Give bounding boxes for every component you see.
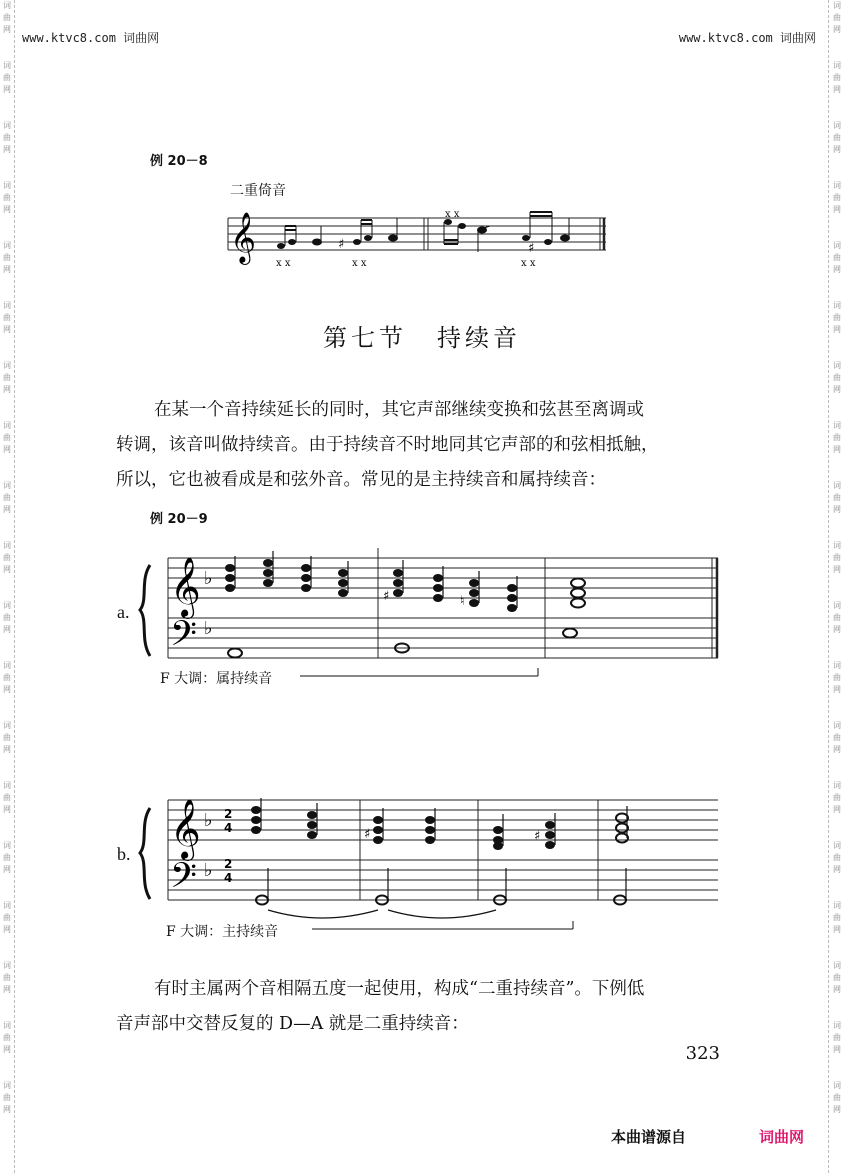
section-title-number: 第七节: [323, 324, 407, 352]
side-watermark-char: 词: [833, 961, 841, 970]
side-watermark-char: 曲: [833, 853, 841, 862]
svg-text:2: 2: [224, 807, 233, 821]
side-watermark-char: 词: [3, 721, 11, 730]
side-watermark-char: 词: [833, 481, 841, 490]
side-watermark-char: 网: [833, 505, 841, 514]
side-watermark-char: 曲: [833, 733, 841, 742]
svg-text:♯: ♯: [534, 829, 541, 844]
side-watermark-char: 词: [3, 841, 11, 850]
header-left-url[interactable]: www.ktvc8.com 词曲网: [22, 31, 160, 45]
side-watermark-char: 网: [833, 865, 841, 874]
svg-text:♯: ♯: [364, 827, 371, 842]
example-a-marker: a.: [117, 602, 130, 622]
side-watermark-char: 曲: [3, 553, 11, 562]
side-watermark-char: 词: [833, 661, 841, 670]
side-watermark-char: 网: [3, 805, 11, 814]
example-a-system: [140, 548, 718, 676]
side-watermark-char: 网: [3, 25, 11, 34]
side-watermark-char: 曲: [833, 613, 841, 622]
side-watermark-char: 网: [3, 385, 11, 394]
side-watermark-char: 网: [833, 205, 841, 214]
side-watermark-char: 曲: [3, 973, 11, 982]
side-watermark-char: 词: [833, 181, 841, 190]
side-watermark-char: 曲: [3, 433, 11, 442]
side-watermark-char: 曲: [3, 673, 11, 682]
side-watermark-char: 网: [833, 445, 841, 454]
side-watermark-char: 曲: [3, 133, 11, 142]
side-watermark-char: 网: [833, 145, 841, 154]
x-mark-2: x x: [352, 258, 367, 269]
system-brace-icon: [140, 565, 150, 656]
side-watermark-char: 词: [833, 121, 841, 130]
side-watermark-char: 网: [833, 25, 841, 34]
side-watermark-char: 曲: [833, 313, 841, 322]
side-watermark-char: 曲: [3, 853, 11, 862]
side-watermark-char: 曲: [833, 133, 841, 142]
side-watermark-char: 词: [3, 1081, 11, 1090]
grace-notes-group-3: [444, 219, 490, 252]
side-watermark-char: 网: [833, 985, 841, 994]
bass-clef-icon: 𝄢: [170, 613, 198, 662]
side-watermark-char: 曲: [833, 973, 841, 982]
side-watermark-char: 词: [833, 1021, 841, 1030]
side-watermark-char: 词: [3, 361, 11, 370]
example-20-9-label: 例 20－9: [150, 512, 208, 527]
side-watermark-char: 网: [833, 805, 841, 814]
side-watermark-char: 词: [3, 961, 11, 970]
paragraph-1-line-2: 转调，该音叫做持续音。由于持续音不时地同其它声部的和弦相抵触，: [116, 435, 659, 455]
page-number: 323: [685, 1043, 720, 1064]
side-watermark-char: 词: [3, 661, 11, 670]
side-watermark-char: 曲: [833, 253, 841, 262]
side-watermark-char: 词: [3, 301, 11, 310]
paragraph-1-line-3: 所以，它也被看成是和弦外音。常见的是主持续音和属持续音：: [116, 470, 606, 490]
side-watermark-char: 曲: [3, 313, 11, 322]
example-20-8-label: 例 20－8: [150, 154, 208, 169]
side-watermark-char: 曲: [833, 73, 841, 82]
side-watermark-char: 词: [3, 121, 11, 130]
side-watermark-char: 词: [3, 781, 11, 790]
side-watermark-char: 词: [3, 481, 11, 490]
side-watermark-char: 曲: [3, 793, 11, 802]
side-watermark-char: 曲: [833, 793, 841, 802]
svg-text:♯: ♯: [528, 241, 535, 256]
side-watermark-char: 词: [833, 541, 841, 550]
footer-source-label: 本曲谱源自: [611, 1128, 687, 1146]
side-watermark-char: 网: [3, 85, 11, 94]
side-watermark-char: 网: [3, 745, 11, 754]
side-watermark-char: 网: [833, 325, 841, 334]
side-watermark-char: 曲: [3, 73, 11, 82]
side-watermark-char: 词: [833, 421, 841, 430]
side-watermark-char: 词: [833, 901, 841, 910]
side-watermark-char: 网: [833, 265, 841, 274]
paragraph-2-line-2: 音声部中交替反复的 D—A 就是二重持续音：: [116, 1014, 469, 1034]
side-watermark-char: 网: [3, 1105, 11, 1114]
side-watermark-char: 曲: [3, 253, 11, 262]
side-watermark-char: 网: [3, 145, 11, 154]
svg-text:4: 4: [224, 871, 233, 885]
side-watermark-char: 曲: [3, 193, 11, 202]
treble-clef-icon: 𝄞: [170, 799, 201, 859]
side-watermark-char: 曲: [3, 13, 11, 22]
side-watermark-char: 曲: [833, 433, 841, 442]
side-watermark-char: 词: [833, 601, 841, 610]
svg-text:4: 4: [224, 821, 233, 835]
side-watermark-char: 网: [3, 265, 11, 274]
flat-key-signature-icon: ♭: [204, 860, 213, 881]
side-watermark-char: 词: [3, 421, 11, 430]
side-watermark-char: 词: [833, 241, 841, 250]
side-watermark-char: 网: [833, 625, 841, 634]
side-watermark-char: 词: [833, 841, 841, 850]
side-watermark-char: 词: [3, 541, 11, 550]
svg-text:2: 2: [224, 857, 233, 871]
side-watermark-char: 曲: [833, 13, 841, 22]
side-watermark-char: 网: [3, 205, 11, 214]
side-watermark-char: 网: [833, 745, 841, 754]
side-watermark-char: 网: [833, 1105, 841, 1114]
example-b-caption: F 大调：主持续音: [166, 924, 279, 940]
side-watermark-char: 曲: [3, 613, 11, 622]
side-watermark-char: 网: [833, 685, 841, 694]
svg-text:♯: ♯: [383, 589, 390, 604]
example-a-chords: [225, 559, 517, 612]
double-appoggiatura-caption: 二重倚音: [230, 183, 286, 199]
side-watermark-char: 曲: [833, 673, 841, 682]
tie-arcs: [268, 910, 496, 918]
side-watermark-char: 曲: [3, 1033, 11, 1042]
side-watermark-char: 词: [3, 1021, 11, 1030]
treble-clef-icon: 𝄞: [170, 557, 201, 617]
footer-site-link[interactable]: 词曲网: [759, 1128, 805, 1146]
paragraph-2: [116, 972, 722, 1042]
side-watermark-char: 词: [833, 1081, 841, 1090]
side-watermark-char: 词: [3, 1, 11, 10]
side-watermark-char: 网: [3, 565, 11, 574]
side-watermark-char: 网: [3, 625, 11, 634]
grace-notes-group-2: [338, 218, 398, 252]
flat-key-signature-icon: ♭: [204, 618, 213, 639]
side-watermark-char: 词: [833, 61, 841, 70]
flat-key-signature-icon: ♭: [204, 568, 213, 589]
svg-text:♯: ♯: [338, 237, 345, 252]
x-mark-4: x x: [521, 258, 536, 269]
x-mark-1: x x: [276, 258, 291, 269]
side-watermark-char: 曲: [3, 493, 11, 502]
side-watermark-char: 网: [3, 685, 11, 694]
side-watermark-char: 网: [3, 325, 11, 334]
side-watermark-char: 网: [833, 565, 841, 574]
side-watermark-char: 词: [3, 901, 11, 910]
side-watermark-char: 词: [833, 781, 841, 790]
side-watermark-char: 词: [833, 301, 841, 310]
system-brace-icon: [140, 808, 150, 899]
paragraph-2-line-1: 有时主属两个音相隔五度一起使用，构成“二重持续音”。下例低: [154, 979, 645, 999]
side-watermark-char: 词: [833, 361, 841, 370]
side-watermark-char: 网: [833, 385, 841, 394]
side-watermark-char: 词: [833, 721, 841, 730]
side-watermark-char: 词: [3, 61, 11, 70]
side-watermark-char: 网: [3, 1045, 11, 1054]
side-watermark-char: 曲: [833, 1093, 841, 1102]
side-watermark-char: 曲: [3, 733, 11, 742]
section-title: [0, 318, 844, 353]
side-watermark-char: 网: [3, 505, 11, 514]
example-b-system: [140, 798, 718, 929]
side-watermark-char: 曲: [833, 193, 841, 202]
side-watermark-char: 词: [3, 601, 11, 610]
side-watermark-char: 曲: [3, 913, 11, 922]
side-watermark-char: 网: [833, 1045, 841, 1054]
section-title-text: 持续音: [437, 324, 521, 352]
side-watermark-char: 曲: [833, 1033, 841, 1042]
grace-notes-group-1: [277, 226, 322, 249]
side-watermark-char: 曲: [3, 373, 11, 382]
treble-clef-icon: 𝄞: [230, 212, 257, 263]
svg-text:♮: ♮: [460, 594, 465, 609]
side-watermark-char: 词: [3, 241, 11, 250]
side-watermark-char: 网: [3, 445, 11, 454]
side-watermark-char: 曲: [833, 553, 841, 562]
side-watermark-char: 网: [833, 85, 841, 94]
paragraph-1: [116, 393, 722, 498]
bass-clef-icon: 𝄢: [170, 855, 198, 904]
side-watermark-char: 曲: [3, 1093, 11, 1102]
x-mark-3: x x: [445, 209, 460, 220]
side-watermark-char: 网: [3, 865, 11, 874]
flat-key-signature-icon: ♭: [204, 810, 213, 831]
time-signature-icons: [224, 807, 232, 885]
side-watermark-char: 网: [3, 925, 11, 934]
paragraph-1-line-1: 在某一个音持续延长的同时，其它声部继续变换和弦甚至离调或: [154, 400, 644, 420]
example-b-marker: b.: [117, 844, 131, 864]
side-watermark-char: 曲: [833, 373, 841, 382]
side-watermark-char: 网: [833, 925, 841, 934]
example-b-chords: [251, 806, 555, 850]
example-a-caption: F 大调：属持续音: [160, 671, 273, 687]
side-watermark-char: 词: [833, 1, 841, 10]
side-watermark-char: 曲: [833, 913, 841, 922]
side-watermark-char: 词: [3, 181, 11, 190]
header-right-url[interactable]: www.ktvc8.com 词曲网: [678, 31, 816, 45]
side-watermark-char: 曲: [833, 493, 841, 502]
side-watermark-char: 网: [3, 985, 11, 994]
